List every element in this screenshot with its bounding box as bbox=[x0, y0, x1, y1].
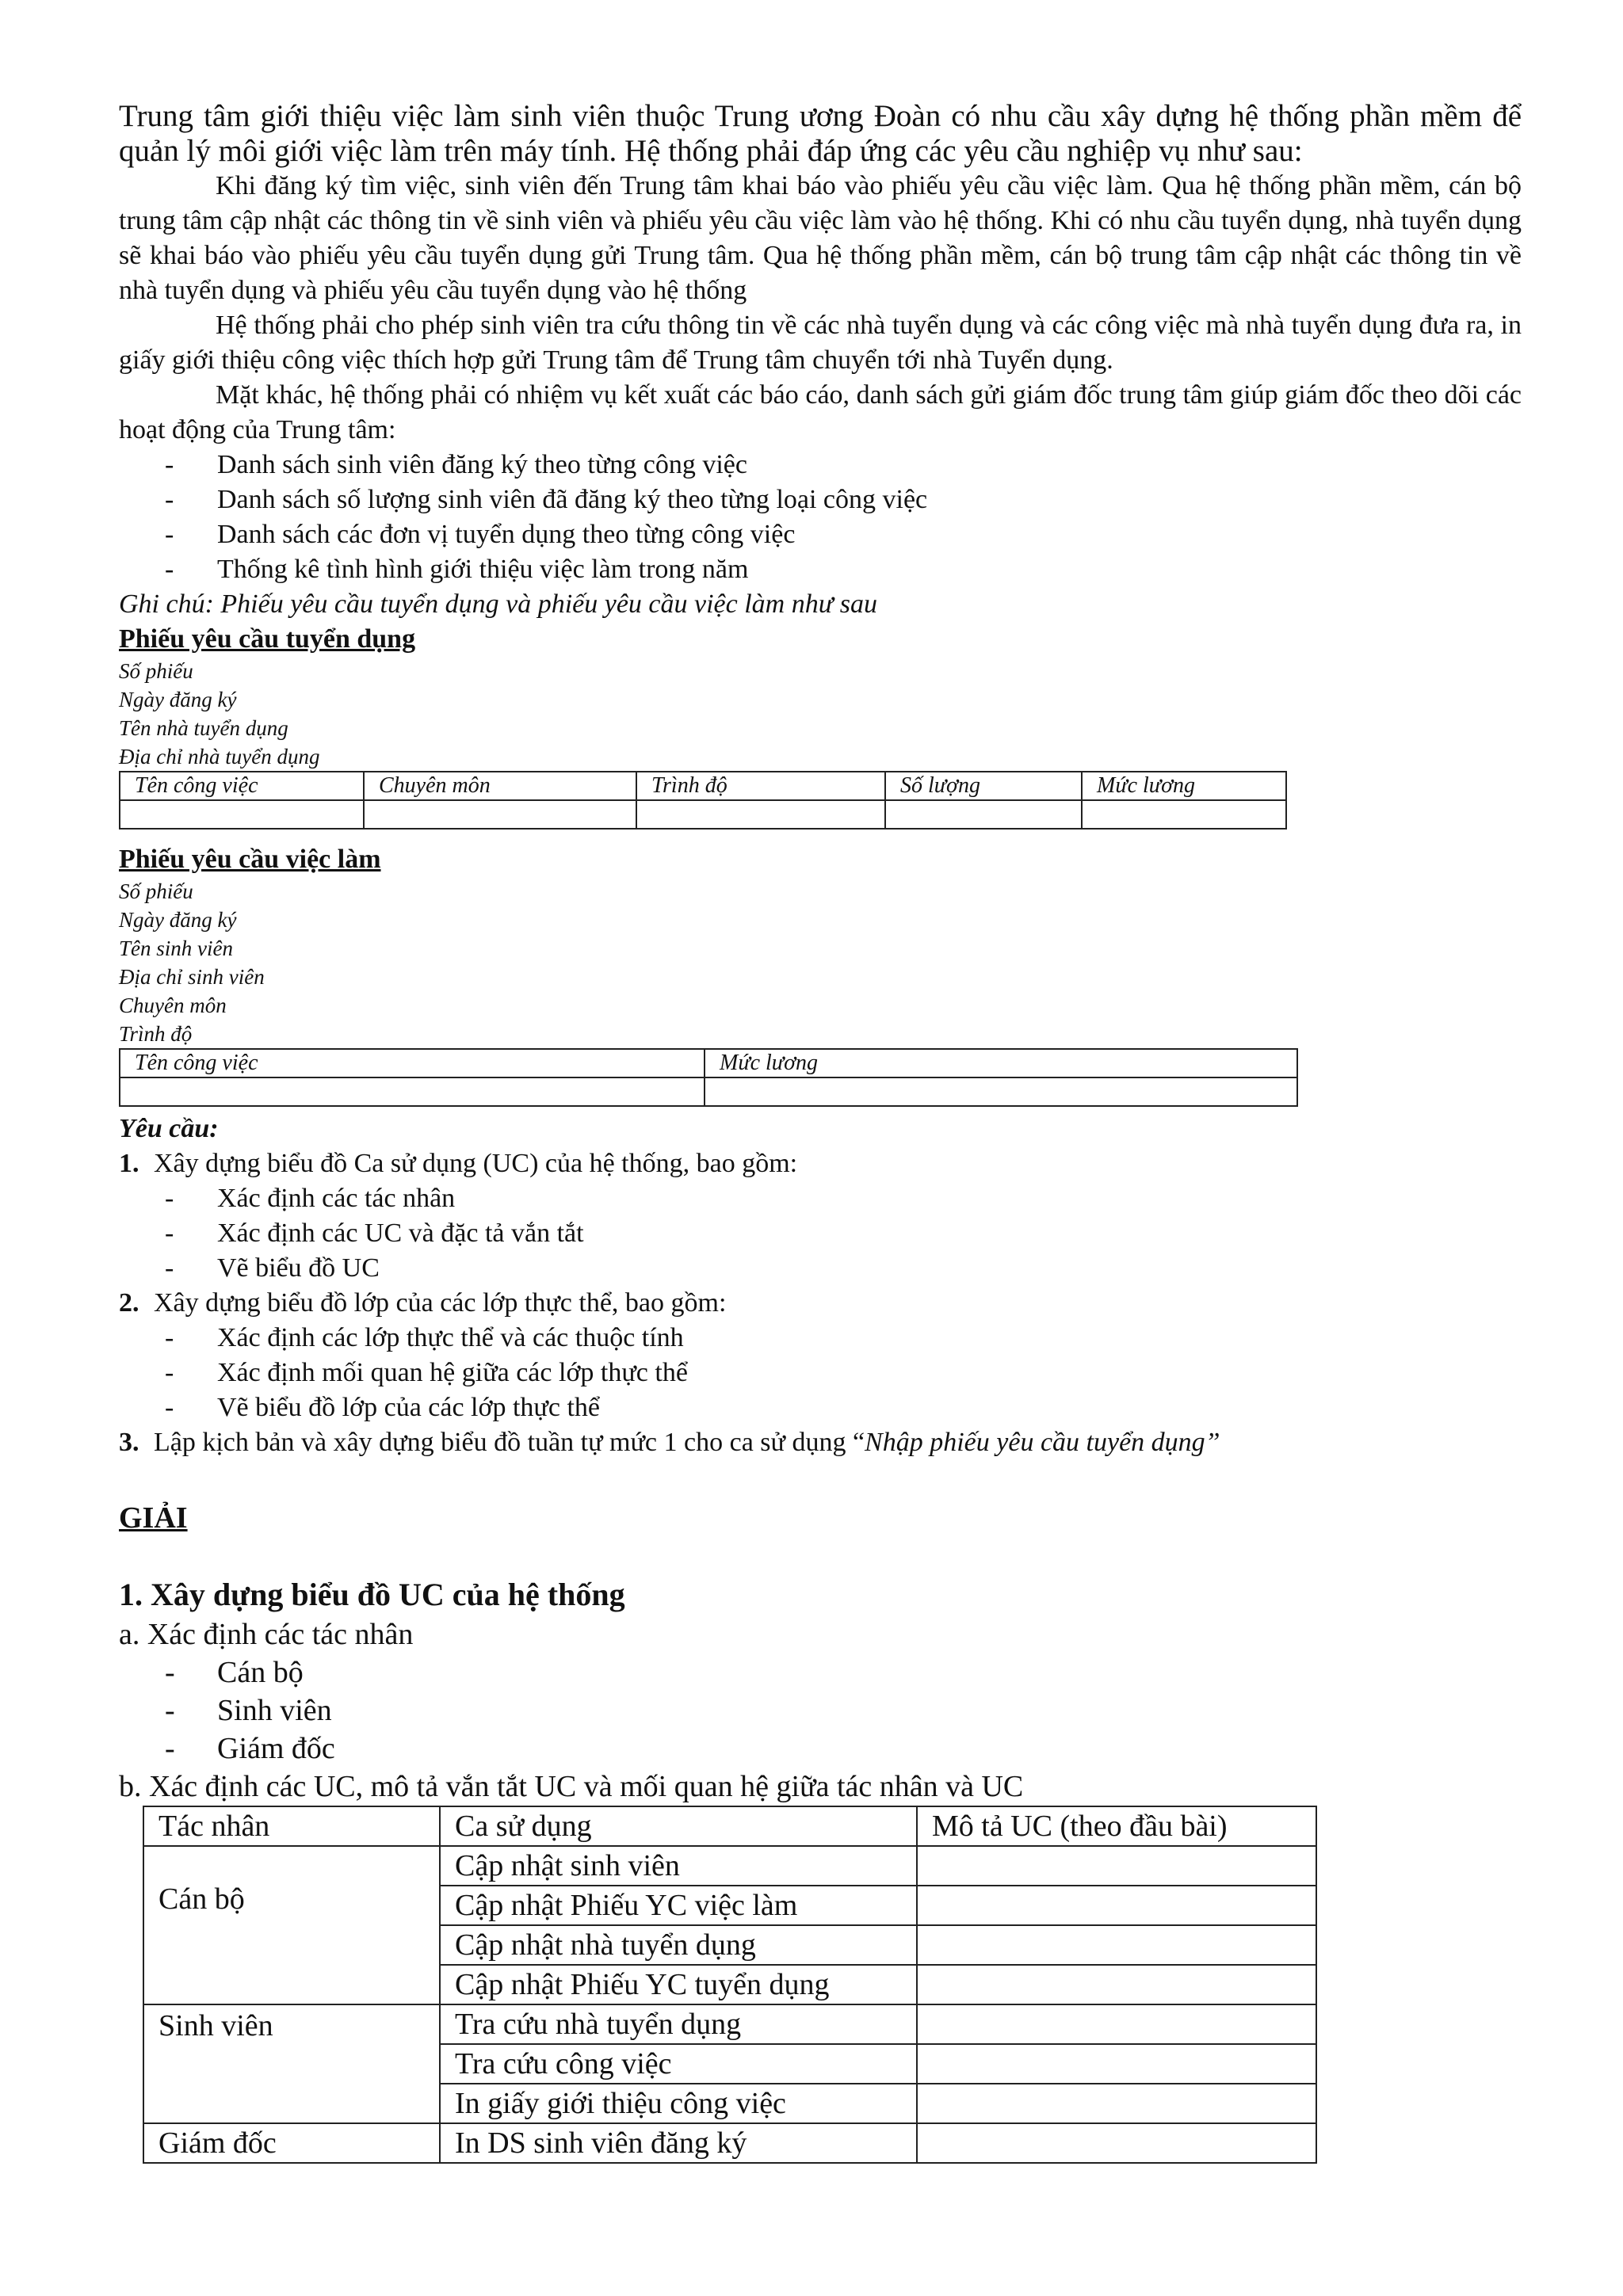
subsection-a: a. Xác định các tác nhân bbox=[119, 1618, 414, 1651]
solution-title: GIẢI bbox=[119, 1501, 188, 1535]
description-cell bbox=[917, 1886, 1316, 1925]
requirements-list bbox=[119, 1146, 1522, 1460]
requirement-subs bbox=[119, 1321, 1522, 1425]
list-item: - Vẽ biểu đồ lớp của các lớp thực thể bbox=[119, 1390, 1522, 1425]
list-item: - Giám đốc bbox=[119, 1730, 1522, 1768]
usecase-cell: Cập nhật sinh viên bbox=[440, 1846, 917, 1886]
list-item: - Danh sách sinh viên đăng ký theo từng công việc bbox=[119, 448, 1522, 482]
form1-table bbox=[119, 771, 1287, 830]
requirements-title: Yêu cầu: bbox=[119, 1114, 219, 1143]
description-cell bbox=[917, 1925, 1316, 1965]
form1-title: Phiếu yêu cầu tuyển dụng bbox=[119, 624, 416, 654]
table-cell bbox=[120, 1077, 705, 1106]
form2-field: Địa chỉ sinh viên bbox=[119, 965, 265, 989]
document-page bbox=[119, 99, 1522, 2164]
requirement-item bbox=[119, 1146, 1522, 1286]
paragraph-lookup: Hệ thống phải cho phép sinh viên tra cứu thông tin về các nhà tuyển dụng và các công việc mà nhà tuyển dụng đưa ra, in giấy giới thiệu công việc thích hợp gửi Trung tâm để Trung tâm chuyển tới nhà Tuyển dụng. bbox=[119, 311, 1522, 375]
table-header-cell: Mức lương bbox=[705, 1049, 1297, 1077]
table-cell bbox=[1082, 800, 1286, 829]
table-header-cell: Trình độ bbox=[636, 772, 885, 800]
list-item: - Xác định các UC và đặc tả vắn tắt bbox=[119, 1216, 1522, 1251]
description-cell bbox=[917, 1846, 1316, 1886]
form1-field: Địa chỉ nhà tuyển dụng bbox=[119, 745, 320, 769]
requirement-subs bbox=[119, 1181, 1522, 1286]
actor-cell: Cán bộ bbox=[143, 1846, 440, 2004]
requirement-text: Lập kịch bản và xây dựng biểu đồ tuần tự mức 1 cho ca sử dụng “ bbox=[154, 1428, 865, 1457]
requirement-usecase: Nhập phiếu yêu cầu tuyển dụng” bbox=[865, 1428, 1220, 1457]
usecase-cell: Cập nhật Phiếu YC tuyển dụng bbox=[440, 1965, 917, 2004]
requirement-item bbox=[119, 1425, 1522, 1460]
form1-field: Ngày đăng ký bbox=[119, 688, 237, 711]
list-item: - Vẽ biểu đồ UC bbox=[119, 1251, 1522, 1286]
form2-field: Tên sinh viên bbox=[119, 936, 233, 960]
section-heading: 1. Xây dựng biểu đồ UC của hệ thống bbox=[119, 1577, 625, 1612]
form2-title: Phiếu yêu cầu việc làm bbox=[119, 845, 381, 874]
list-item: - Xác định các tác nhân bbox=[119, 1181, 1522, 1216]
usecase-cell: Cập nhật Phiếu YC việc làm bbox=[440, 1886, 917, 1925]
list-item: - Xác định các lớp thực thể và các thuộc tính bbox=[119, 1321, 1522, 1356]
list-item: - Danh sách số lượng sinh viên đã đăng ký theo từng loại công việc bbox=[119, 482, 1522, 517]
report-list bbox=[119, 448, 1522, 587]
requirement-item bbox=[119, 1286, 1522, 1425]
form2-field: Trình độ bbox=[119, 1022, 193, 1046]
description-cell bbox=[917, 2004, 1316, 2044]
description-cell bbox=[917, 1965, 1316, 2004]
usecase-cell: Tra cứu nhà tuyển dụng bbox=[440, 2004, 917, 2044]
table-header-cell: Mức lương bbox=[1082, 772, 1286, 800]
paragraph-registration: Khi đăng ký tìm việc, sinh viên đến Trung tâm khai báo vào phiếu yêu cầu việc làm. Qua hệ thống phần mềm, cán bộ trung tâm cập nhật các thông tin về sinh viên và phiếu yêu cầu việc làm vào hệ thống. Khi có nhu cầu tuyển dụng, nhà tuyển dụng sẽ khai báo vào phiếu yêu cầu tuyển dụng gửi Trung tâm. Qua hệ thống phần mềm, cán bộ trung tâm cập nhật các thông tin về nhà tuyển dụng và phiếu yêu cầu tuyển dụng vào hệ thống bbox=[119, 171, 1522, 305]
description-cell bbox=[917, 2084, 1316, 2123]
table-header-cell: Mô tả UC (theo đầu bài) bbox=[917, 1806, 1316, 1846]
form2-field: Ngày đăng ký bbox=[119, 908, 237, 932]
form1-field: Số phiếu bbox=[119, 659, 193, 683]
table-header-cell: Tên công việc bbox=[120, 772, 364, 800]
requirement-number: 2. bbox=[119, 1288, 139, 1318]
form2-field: Chuyên môn bbox=[119, 994, 227, 1017]
usecase-cell: In giấy giới thiệu công việc bbox=[440, 2084, 917, 2123]
form2-field: Số phiếu bbox=[119, 879, 193, 903]
table-header-cell: Ca sử dụng bbox=[440, 1806, 917, 1846]
usecase-cell: Cập nhật nhà tuyển dụng bbox=[440, 1925, 917, 1965]
subsection-b: b. Xác định các UC, mô tả vắn tắt UC và mối quan hệ giữa tác nhân và UC bbox=[119, 1770, 1024, 1803]
table-cell bbox=[120, 800, 364, 829]
intro-paragraph: Trung tâm giới thiệu việc làm sinh viên thuộc Trung ương Đoàn có nhu cầu xây dựng hệ thống phần mềm để quản lý môi giới việc làm trên máy tính. Hệ thống phải đáp ứng các yêu cầu nghiệp vụ như sau: bbox=[119, 99, 1522, 168]
usecase-cell: Tra cứu công việc bbox=[440, 2044, 917, 2084]
table-cell bbox=[705, 1077, 1297, 1106]
table-header-cell: Tên công việc bbox=[120, 1049, 705, 1077]
table-cell bbox=[364, 800, 636, 829]
description-cell bbox=[917, 2123, 1316, 2163]
table-cell bbox=[636, 800, 885, 829]
actor-cell: Giám đốc bbox=[143, 2123, 440, 2163]
list-item: - Cán bộ bbox=[119, 1653, 1522, 1691]
requirement-text: Xây dựng biểu đồ lớp của các lớp thực thể, bao gồm: bbox=[154, 1288, 727, 1318]
note-line: Ghi chú: Phiếu yêu cầu tuyển dụng và phiếu yêu cầu việc làm như sau bbox=[119, 589, 878, 619]
list-item: - Sinh viên bbox=[119, 1691, 1522, 1730]
paragraph-reports: Mặt khác, hệ thống phải có nhiệm vụ kết xuất các báo cáo, danh sách gửi giám đốc trung tâm giúp giám đốc theo dõi các hoạt động của Trung tâm: bbox=[119, 380, 1522, 444]
usecase-table bbox=[143, 1806, 1317, 2164]
description-cell bbox=[917, 2044, 1316, 2084]
form2-table bbox=[119, 1048, 1298, 1107]
table-header-cell: Chuyên môn bbox=[364, 772, 636, 800]
table-header-cell: Số lượng bbox=[885, 772, 1082, 800]
form1-field: Tên nhà tuyển dụng bbox=[119, 716, 288, 740]
usecase-cell: In DS sinh viên đăng ký bbox=[440, 2123, 917, 2163]
table-cell bbox=[885, 800, 1082, 829]
requirement-number: 3. bbox=[119, 1428, 139, 1457]
requirement-text: Xây dựng biểu đồ Ca sử dụng (UC) của hệ thống, bao gồm: bbox=[154, 1149, 798, 1178]
requirement-number: 1. bbox=[119, 1149, 139, 1178]
table-header-cell: Tác nhân bbox=[143, 1806, 440, 1846]
list-item: - Thống kê tình hình giới thiệu việc làm trong năm bbox=[119, 552, 1522, 587]
actor-list bbox=[119, 1653, 1522, 1768]
list-item: - Danh sách các đơn vị tuyển dụng theo từng công việc bbox=[119, 517, 1522, 552]
list-item: - Xác định mối quan hệ giữa các lớp thực thể bbox=[119, 1356, 1522, 1390]
actor-cell: Sinh viên bbox=[143, 2004, 440, 2123]
